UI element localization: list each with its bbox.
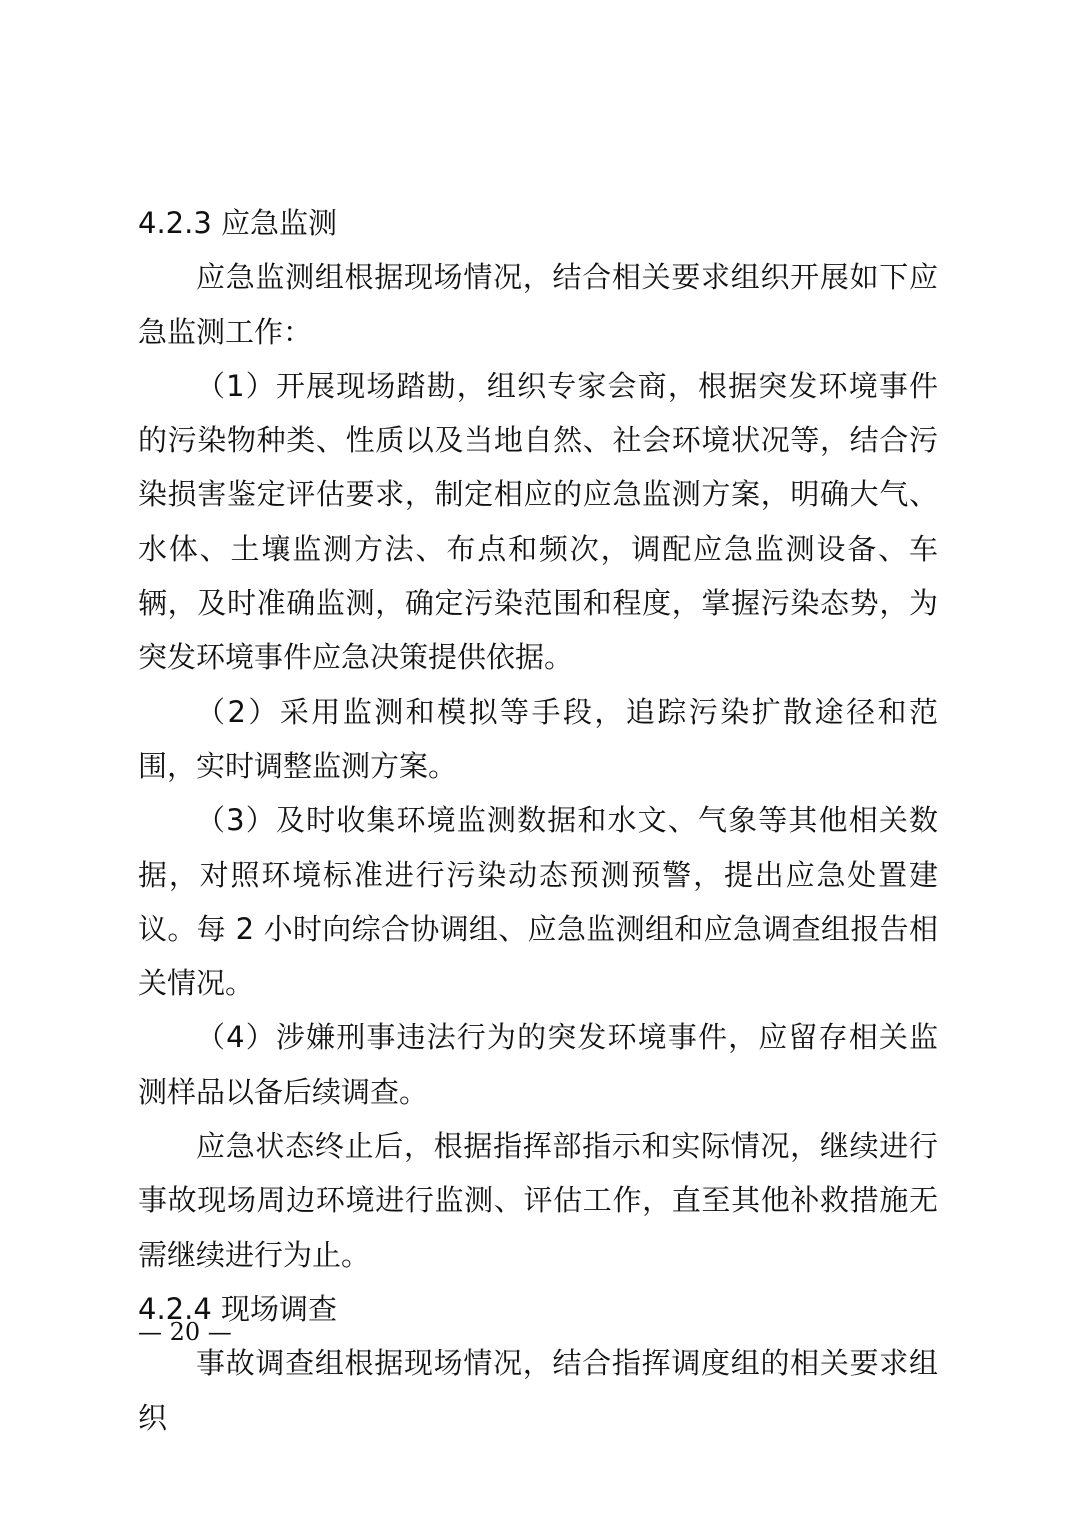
list-item-3: （3）及时收集环境监测数据和水文、气象等其他相关数据，对照环境标准进行污染动态预测预警，提出应急处置建议。每 2 小时向综合协调组、应急监测组和应急调查组报告相关情况。 (138, 803, 938, 1001)
section-heading-4-2-3: 4.2.3 应急监测 (138, 206, 338, 240)
list-item-2: （2）采用监测和模拟等手段，追踪污染扩散途径和范围，实时调整监测方案。 (138, 694, 938, 783)
closing-paragraph: 应急状态终止后，根据指挥部指示和实际情况，继续进行事故现场周边环境进行监测、评估工作，直至其他补救措施无需继续进行为止。 (138, 1129, 938, 1272)
list-item-4: （4）涉嫌刑事违法行为的突发环境事件，应留存相关监测样品以备后续调查。 (138, 1020, 938, 1109)
section-intro-paragraph-4-2-4: 事故调查组根据现场情况，结合指挥调度组的相关要求组织 (138, 1346, 938, 1435)
section-heading-4-2-4: 4.2.4 现场调查 (138, 1291, 338, 1326)
section-intro-paragraph: 应急监测组根据现场情况，结合相关要求组织开展如下应急监测工作： (138, 260, 938, 349)
page-body (138, 196, 938, 1445)
page-number: — 20 — (138, 1318, 232, 1346)
list-item-1: （1）开展现场踏勘，组织专家会商，根据突发环境事件的污染物种类、性质以及当地自然、社会环境状况等，结合污染损害鉴定评估要求，制定相应的应急监测方案，明确大气、水体、土壤监测方法、布点和频次，调配应急监测设备、车辆，及时准确监测，确定污染范围和程度，掌握污染态势，为突发环境事件应急决策提供依据。 (138, 368, 938, 675)
